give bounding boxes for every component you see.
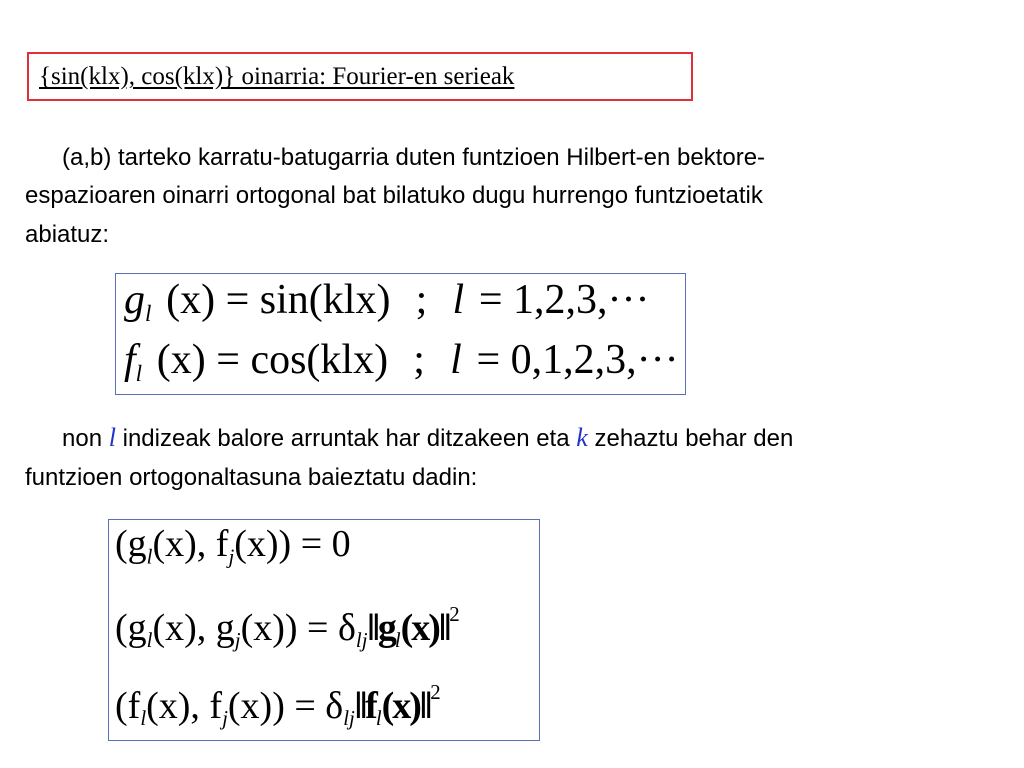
eq3-sub-lj: lj xyxy=(343,706,355,731)
explanation-paragraph-line2: funtzioen ortogonaltasuna baieztatu dadin: xyxy=(25,464,478,491)
text-non: non xyxy=(62,425,103,452)
eq1-part-b: (x), f xyxy=(152,523,229,565)
eq1-part-a: (g xyxy=(115,523,147,565)
eq3-sub-j: j xyxy=(222,706,228,731)
f-separator: ; xyxy=(413,337,425,383)
g-index-var: l xyxy=(452,277,465,323)
eq2-norm-close: (x)‖ xyxy=(400,606,450,649)
f-symbol: f xyxy=(124,337,136,383)
eq1-part-c: (x)) = 0 xyxy=(234,523,351,565)
eq2-part-a: (g xyxy=(115,606,147,649)
g-index-range: = 1,2,3,··· xyxy=(478,277,650,323)
eq2-sub-l: l xyxy=(146,628,153,653)
eq1-sub-l: l xyxy=(146,544,153,569)
intro-paragraph-line3: abiatuz: xyxy=(25,221,110,248)
eq3-part-c: (x)) = δ xyxy=(227,684,344,727)
basis-equations-box xyxy=(115,273,686,395)
g-subscript: l xyxy=(145,300,152,327)
eq3-exponent: 2 xyxy=(430,680,441,704)
eq3-part-a: (f xyxy=(115,684,141,727)
eq2-sub-j: j xyxy=(234,628,241,653)
g-definition xyxy=(124,276,650,327)
orthogonality-equations-box xyxy=(108,519,540,741)
slide-title: {sin(klx), cos(klx)} oinarria: Fourier-en serieak xyxy=(39,63,515,90)
intro-paragraph-line1 xyxy=(25,138,765,178)
eq2-norm-open: ‖g xyxy=(367,606,395,649)
eq2-part-c: (x)) = δ xyxy=(240,606,356,649)
text-middle: indizeak balore arruntak har ditzakeen eta xyxy=(122,425,570,452)
explanation-paragraph-line1 xyxy=(25,418,793,459)
orthogonality-eq1 xyxy=(115,522,351,569)
g-expression: (x) = sin(klx) xyxy=(166,277,391,323)
text-end: zehaztu behar den xyxy=(594,425,794,452)
g-separator: ; xyxy=(415,277,428,323)
intro-paragraph-line2: espazioaren oinarri ortogonal bat bilatuko dugu hurrengo funtzioetatik xyxy=(25,182,763,209)
eq3-norm-close: (x)‖ xyxy=(381,684,431,727)
eq2-norm-sub: l xyxy=(394,628,401,653)
constant-k-highlight: k xyxy=(576,423,588,452)
f-index-range: = 0,1,2,3,··· xyxy=(476,337,679,383)
f-definition xyxy=(124,336,679,387)
orthogonality-eq3 xyxy=(115,680,441,731)
eq2-exponent: 2 xyxy=(449,602,460,626)
orthogonality-eq2 xyxy=(115,602,460,653)
eq3-norm-open: ‖f xyxy=(354,684,376,727)
f-index-var: l xyxy=(450,337,462,383)
eq3-norm-sub: l xyxy=(375,706,382,731)
eq2-part-b: (x), g xyxy=(152,606,235,649)
eq1-sub-j: j xyxy=(228,544,235,569)
eq2-sub-lj: lj xyxy=(355,628,368,653)
f-expression: (x) = cos(klx) xyxy=(156,337,389,383)
eq3-sub-l: l xyxy=(140,706,147,731)
title-box xyxy=(27,52,693,101)
eq3-part-b: (x), f xyxy=(146,684,223,727)
index-l-highlight: l xyxy=(108,423,116,452)
g-symbol: g xyxy=(124,277,145,323)
intro-line1-text: (a,b) tarteko karratu-batugarria duten funtzioen Hilbert-en bektore- xyxy=(62,144,766,171)
f-subscript: l xyxy=(135,360,143,387)
